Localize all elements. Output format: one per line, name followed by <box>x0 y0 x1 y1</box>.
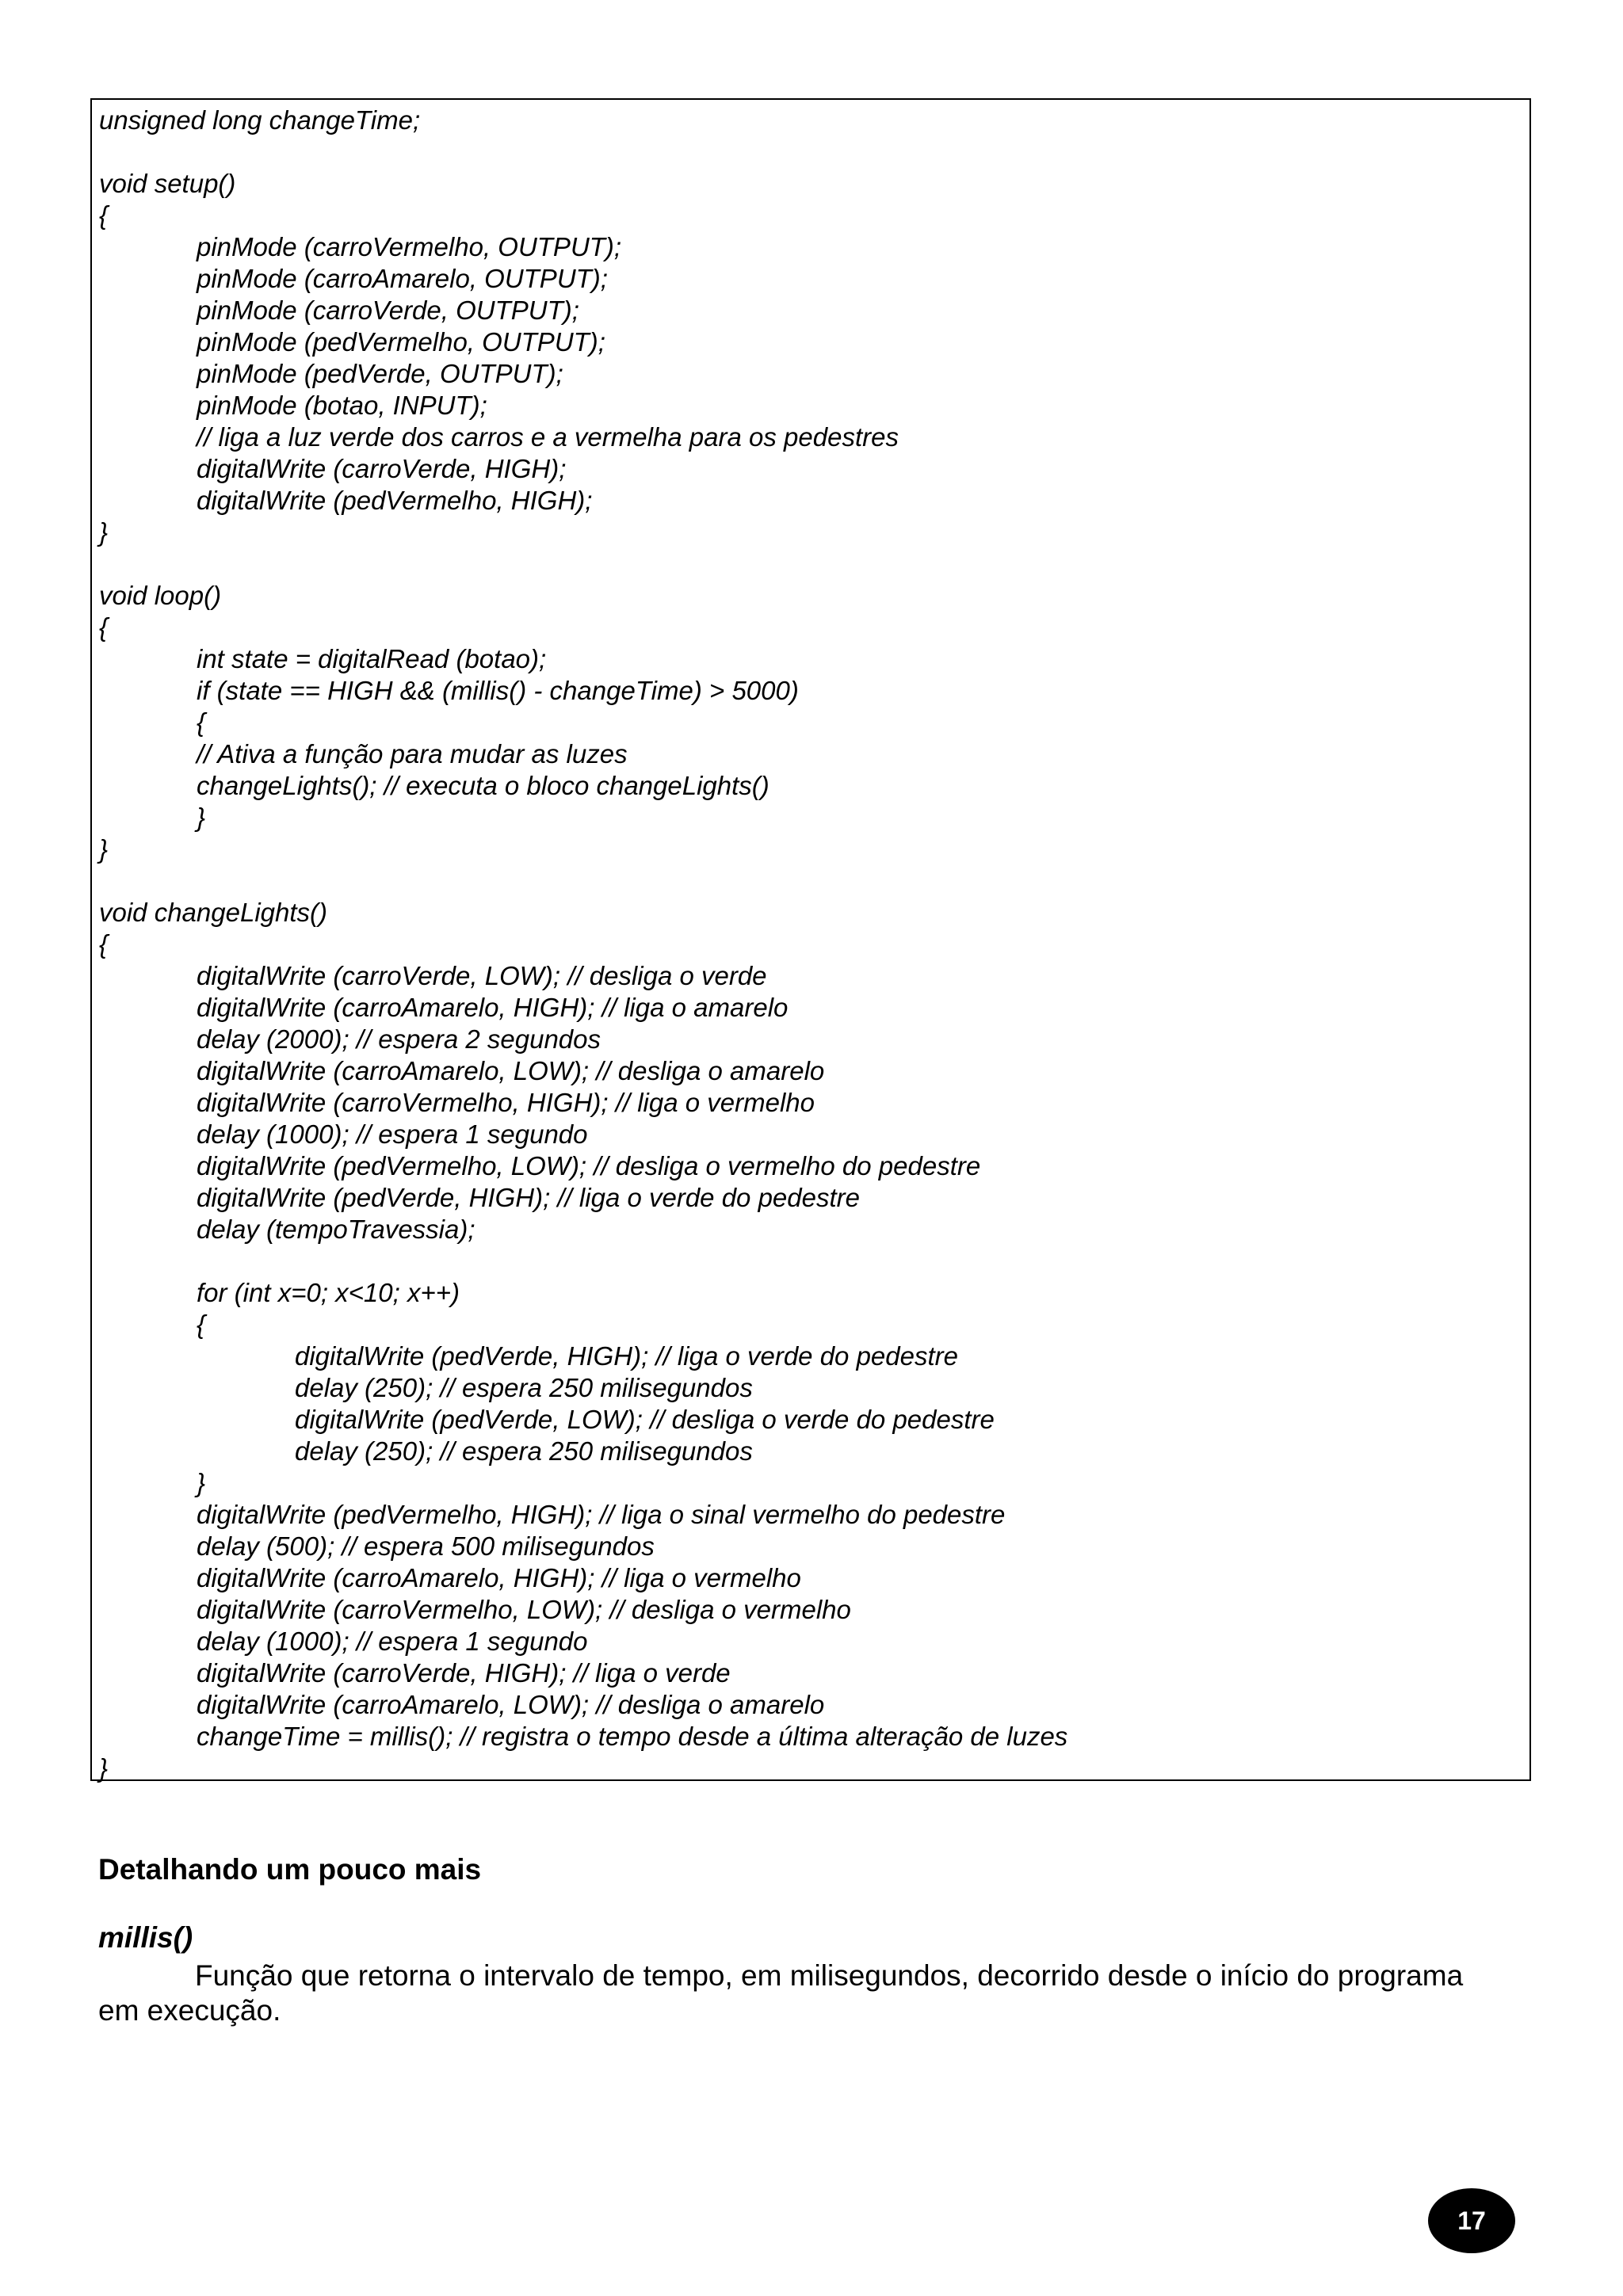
code-line: } <box>197 1468 206 1497</box>
code-line: pinMode (pedVerde, OUTPUT); <box>197 359 563 388</box>
code-comment: // liga a luz verde dos carros e a vermelha para os pedestres <box>197 422 899 452</box>
code-line: void setup() <box>99 169 236 198</box>
code-line: digitalWrite (carroAmarelo, HIGH); // liga o vermelho <box>197 1563 801 1592</box>
code-line: digitalWrite (carroVerde, HIGH); // liga o verde <box>197 1658 731 1688</box>
code-line: digitalWrite (pedVermelho, HIGH); <box>197 486 593 515</box>
code-line: } <box>99 1753 109 1783</box>
code-line: pinMode (carroVermelho, OUTPUT); <box>197 232 622 261</box>
code-line: digitalWrite (carroAmarelo, LOW); // desliga o amarelo <box>197 1056 825 1085</box>
code-line: } <box>99 517 109 547</box>
code-line: if (state == HIGH && (millis() - changeTime) > 5000) <box>197 676 799 705</box>
code-line: digitalWrite (carroVermelho, HIGH); // liga o vermelho <box>197 1088 815 1117</box>
code-comment: // Ativa a função para mudar as luzes <box>197 739 628 769</box>
code-line: digitalWrite (pedVerde, LOW); // desliga o verde do pedestre <box>295 1405 995 1434</box>
code-line: unsigned long changeTime; <box>99 105 421 135</box>
code-line: delay (1000); // espera 1 segundo <box>197 1627 588 1656</box>
code-listing <box>90 98 1531 1781</box>
code-line: digitalWrite (pedVerde, HIGH); // liga o verde do pedestre <box>295 1341 959 1371</box>
code-line: delay (1000); // espera 1 segundo <box>197 1119 588 1149</box>
code-line: digitalWrite (carroAmarelo, HIGH); // liga o amarelo <box>197 993 789 1022</box>
code-line: } <box>197 803 206 832</box>
code-line: delay (500); // espera 500 milisegundos <box>197 1531 655 1561</box>
code-line: digitalWrite (carroAmarelo, LOW); // desliga o amarelo <box>197 1690 825 1719</box>
code-line: changeLights(); // executa o bloco changeLights() <box>197 771 769 800</box>
code-line: digitalWrite (carroVermelho, LOW); // desliga o vermelho <box>197 1595 851 1624</box>
code-line: digitalWrite (pedVermelho, HIGH); // liga o sinal vermelho do pedestre <box>197 1500 1006 1529</box>
code-line: pinMode (pedVermelho, OUTPUT); <box>197 327 605 357</box>
page-number: 17 <box>1428 2188 1515 2253</box>
function-description-continued: em execução. <box>98 1994 281 2027</box>
code-line: digitalWrite (pedVerde, HIGH); // liga o verde do pedestre <box>197 1183 861 1212</box>
code-line: digitalWrite (pedVermelho, LOW); // desliga o vermelho do pedestre <box>197 1151 981 1180</box>
code-line: void loop() <box>99 581 222 610</box>
code-line: pinMode (carroVerde, OUTPUT); <box>197 296 579 325</box>
section-heading: Detalhando um pouco mais <box>98 1853 482 1886</box>
code-line: void changeLights() <box>99 898 328 927</box>
code-line: } <box>99 834 109 864</box>
code-line: delay (250); // espera 250 milisegundos <box>295 1373 753 1402</box>
code-line: pinMode (botao, INPUT); <box>197 391 487 420</box>
code-line: { <box>197 707 206 737</box>
code-line: changeTime = millis(); // registra o tempo desde a última alteração de luzes <box>197 1722 1068 1751</box>
code-line: delay (2000); // espera 2 segundos <box>197 1024 601 1054</box>
code-line: { <box>197 1310 206 1339</box>
code-line: for (int x=0; x<10; x++) <box>197 1278 460 1307</box>
code-line: pinMode (carroAmarelo, OUTPUT); <box>197 264 608 293</box>
function-name: millis() <box>98 1921 193 1954</box>
code-line: digitalWrite (carroVerde, LOW); // desliga o verde <box>197 961 767 990</box>
code-line: digitalWrite (carroVerde, HIGH); <box>197 454 567 483</box>
code-line: int state = digitalRead (botao); <box>197 644 547 673</box>
code-line: delay (tempoTravessia); <box>197 1215 475 1244</box>
code-line: delay (250); // espera 250 milisegundos <box>295 1436 753 1466</box>
code-line: { <box>99 929 109 959</box>
function-description: Função que retorna o intervalo de tempo, em milisegundos, decorrido desde o início do programa <box>195 1959 1464 1992</box>
code-line: { <box>99 612 109 642</box>
code-line: { <box>99 200 109 230</box>
